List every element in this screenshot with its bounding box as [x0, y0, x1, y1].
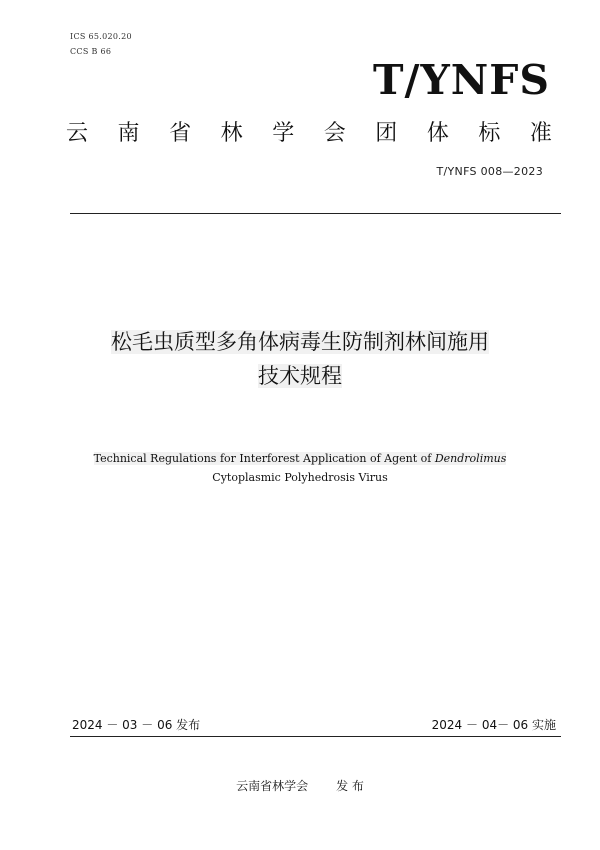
publisher — [0, 777, 600, 794]
chinese-title — [40, 325, 560, 393]
publisher-name: 云南省林学会 — [236, 779, 309, 793]
english-title-line-1 — [94, 452, 507, 465]
org-title-char: 会 — [323, 121, 346, 146]
org-title-char: 体 — [426, 121, 449, 146]
english-title-line-2: Cytoplasmic Polyhedrosis Virus — [212, 471, 388, 484]
org-title-char: 南 — [117, 121, 140, 146]
chinese-title-line-1: 松毛虫质型多角体病毒生防制剂林间施用 — [111, 330, 489, 354]
org-title-char: 林 — [220, 121, 243, 146]
bottom-divider — [70, 736, 561, 737]
issue-date: 2024 － 03 － 06 发布 — [72, 718, 201, 732]
english-title-genus: Dendrolimus — [434, 452, 507, 465]
standard-code: T/YNFS — [373, 56, 550, 104]
ics-code: ICS 65.020.20 — [70, 32, 132, 41]
org-title-char: 学 — [272, 121, 295, 146]
org-title-char: 省 — [169, 121, 192, 146]
publisher-action: 发 布 — [336, 779, 364, 793]
english-title-text: Technical Regulations for Interforest Application of Agent of — [93, 452, 435, 465]
org-title-char: 标 — [478, 121, 501, 146]
implementation-date: 2024 － 04－ 06 实施 — [431, 718, 556, 732]
chinese-title-line-2: 技术规程 — [258, 364, 342, 388]
english-title — [40, 449, 560, 487]
document-number: T/YNFS 008—2023 — [436, 165, 543, 178]
org-title-char: 准 — [529, 121, 552, 146]
top-divider — [70, 213, 561, 214]
organization-standard-title — [66, 116, 552, 147]
org-title-char: 团 — [375, 121, 398, 146]
ccs-code: CCS B 66 — [70, 47, 112, 56]
org-title-char: 云 — [66, 121, 89, 146]
